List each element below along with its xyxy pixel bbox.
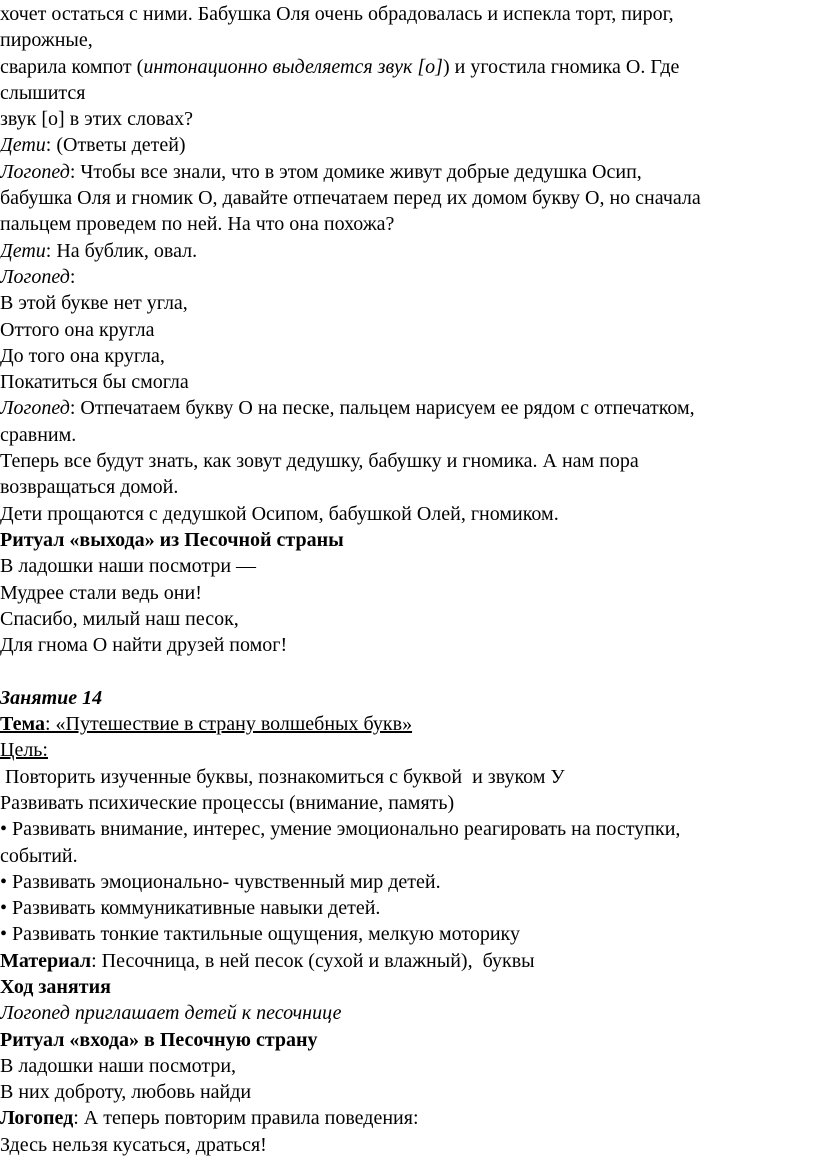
dialogue-line: [0, 395, 816, 421]
lesson-title: Занятие 14: [0, 686, 103, 709]
goal-line: • Развивать тонкие тактильные ощущения, мелкую моторику: [0, 923, 520, 946]
goal-line: Развивать психические процессы (внимание, память): [0, 791, 455, 814]
text-line: звук [о] в этих словах?: [0, 108, 193, 131]
text-line: сравним.: [0, 423, 77, 446]
topic-text: : «Путешествие в страну волшебных букв»: [44, 713, 413, 736]
speaker-label: Дети: [0, 239, 46, 262]
goal-line: Повторить изученные буквы, познакомиться с буквой и звуком У: [0, 765, 565, 788]
dialogue-line: [0, 159, 816, 185]
topic-label: Тема: [0, 713, 45, 736]
speaker-label: Логопед: [0, 1107, 74, 1130]
stage-direction: Логопед приглашает детей к песочнице: [0, 1002, 342, 1025]
text-line: бабушка Оля и гномик О, давайте отпечатаем перед их домом букву О, но сначала: [0, 187, 701, 210]
goal-line: • Развивать внимание, интерес, умение эмоционально реагировать на поступки,: [0, 818, 681, 841]
poem-line: Мудрее стали ведь они!: [0, 581, 202, 604]
material-label: Материал: [0, 949, 92, 972]
document-page: [0, 1, 816, 1158]
poem-line: Спасибо, милый наш песок,: [0, 607, 239, 630]
speech-text: : Отпечатаем букву О на песке, пальцем нарисуем ее рядом с отпечатком,: [69, 397, 695, 420]
speaker-label: Логопед: [0, 265, 70, 288]
poem-line: В них доброту, любовь найди: [0, 1081, 252, 1104]
speech-text: : На бублик, овал.: [45, 239, 198, 262]
text-line: Теперь все будут знать, как зовут дедушку, бабушку и гномика. А нам пора: [0, 450, 639, 473]
dialogue-line: [0, 132, 816, 158]
goal-line: • Развивать эмоционально- чувственный мир детей.: [0, 870, 441, 893]
speaker-label: Логопед: [0, 397, 70, 420]
text-line: Здесь нельзя кусаться, драться!: [0, 1133, 267, 1156]
text-line: хочет остаться с ними. Бабушка Оля очень обрадовалась и испекла торт, пирог,: [0, 3, 674, 25]
goal-line: • Развивать коммуникативные навыки детей.: [0, 897, 381, 920]
dialogue-line: [0, 1105, 816, 1131]
poem-line: Для гнома О найти друзей помог!: [0, 634, 288, 657]
section-heading: Ритуал «выхода» из Песочной страны: [0, 528, 344, 551]
speech-text: :: [69, 265, 76, 288]
speaker-label: Дети: [0, 134, 46, 157]
poem-line: До того она кругла,: [0, 344, 165, 367]
goal-label: Цель:: [0, 739, 48, 762]
poem-line: В ладошки наши посмотри —: [0, 555, 257, 578]
dialogue-line: [0, 238, 816, 264]
text-line: [0, 54, 816, 80]
section-heading: Ритуал «входа» в Песочную страну: [0, 1028, 318, 1051]
material-line: [0, 948, 816, 974]
goal-line: событий.: [0, 844, 78, 867]
stage-direction: интонационно выделяется звук [о]: [143, 55, 443, 78]
blank-line: [0, 658, 816, 684]
text-line: Дети прощаются с дедушкой Осипом, бабушкой Олей, гномиком.: [0, 502, 559, 525]
dialogue-line: [0, 264, 816, 290]
poem-line: Оттого она кругла: [0, 318, 155, 341]
speech-text: : Чтобы все знали, что в этом домике живут добрые дедушка Осип,: [69, 160, 642, 183]
poem-line: В ладошки наши посмотри,: [0, 1054, 237, 1077]
section-heading: Ход занятия: [0, 975, 111, 998]
speech-text: : А теперь повторим правила поведения:: [73, 1107, 419, 1130]
text-line: возвращаться домой.: [0, 476, 179, 499]
speaker-label: Логопед: [0, 160, 70, 183]
text-line: пальцем проведем по ней. На что она похожа?: [0, 213, 395, 236]
material-text: : Песочница, в ней песок (сухой и влажный), буквы: [91, 949, 535, 972]
text-line: пирожные,: [0, 29, 93, 52]
text-run: сварила компот (: [0, 55, 144, 78]
text-line: слышится: [0, 81, 86, 104]
text-run: ) и угостила гномика О. Где: [442, 55, 680, 78]
poem-line: В этой букве нет угла,: [0, 292, 188, 315]
topic-line: [0, 711, 816, 737]
poem-line: Покатиться бы смогла: [0, 371, 189, 394]
speech-text: : (Ответы детей): [45, 134, 186, 157]
